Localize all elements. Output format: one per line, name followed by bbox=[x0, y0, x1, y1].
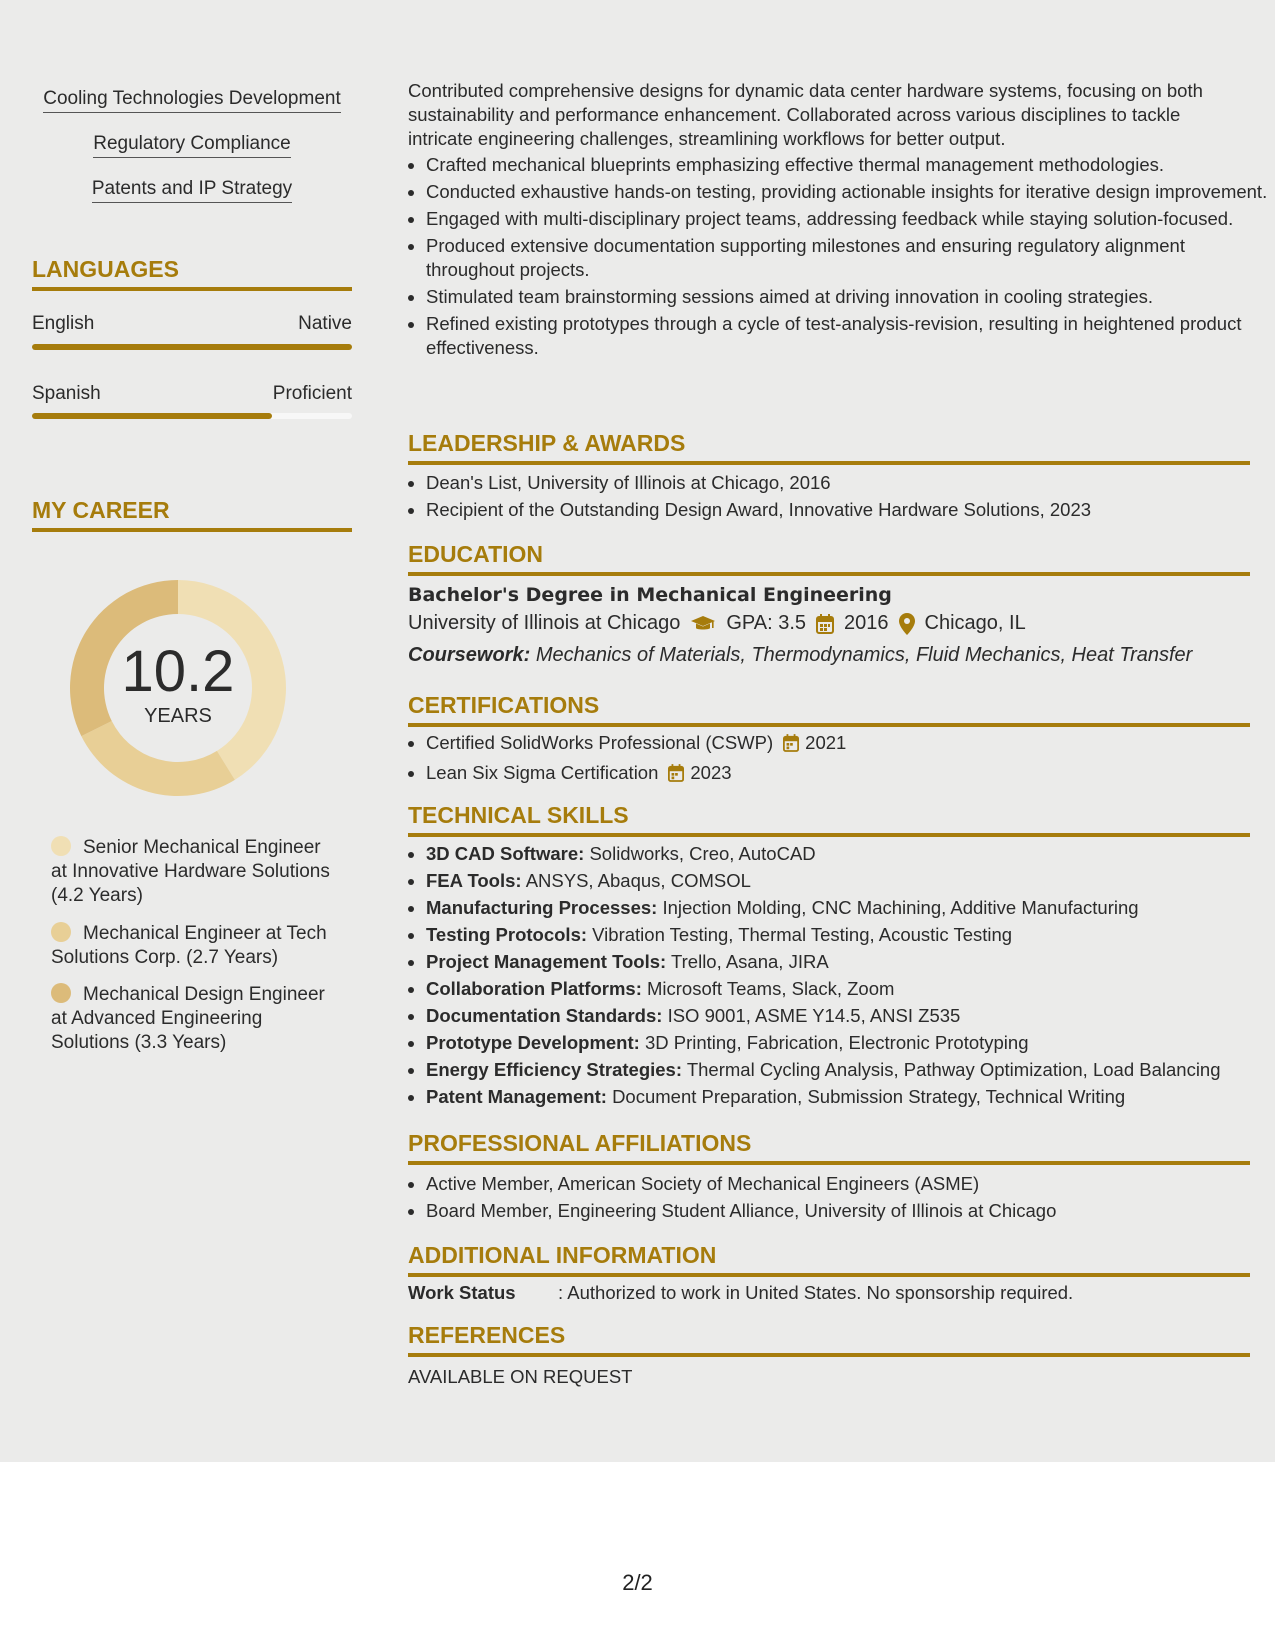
skill-item: • Manufacturing Processes: Injection Molding, CNC Machining, Additive Manufacturing bbox=[426, 896, 1268, 920]
degree-title: Bachelor's Degree in Mechanical Engineering bbox=[408, 584, 892, 606]
career-legend-item: Mechanical Design Engineer at Advanced Engineering Solutions (3.3 Years) bbox=[51, 984, 325, 1053]
skill-item: • Energy Efficiency Strategies: Thermal Cycling Analysis, Pathway Optimization, Load Balancing bbox=[426, 1058, 1268, 1082]
technical-skills-list bbox=[408, 842, 1268, 1112]
certifications-heading: CERTIFICATIONS bbox=[408, 692, 1250, 727]
calendar-icon bbox=[783, 734, 799, 758]
affiliations-list bbox=[408, 1172, 1268, 1226]
skill-item: • Documentation Standards: ISO 9001, ASME Y14.5, ANSI Z535 bbox=[426, 1004, 1268, 1028]
leadership-list bbox=[408, 471, 1268, 525]
languages-heading: LANGUAGES bbox=[32, 256, 352, 291]
certification-item: • Certified SolidWorks Professional (CSWP) 2021 bbox=[426, 731, 1268, 758]
skill-tag: Cooling Technologies Development bbox=[32, 88, 352, 113]
language-bar bbox=[32, 413, 352, 419]
skill-item: • Testing Protocols: Vibration Testing, Thermal Testing, Acoustic Testing bbox=[426, 923, 1268, 947]
career-donut-chart bbox=[66, 576, 290, 800]
school-location: Chicago, IL bbox=[924, 612, 1026, 634]
skill-tag: Patents and IP Strategy bbox=[32, 178, 352, 203]
career-legend-item: Mechanical Engineer at Tech Solutions Corp. (2.7 Years) bbox=[51, 923, 327, 968]
list-item: • Stimulated team brainstorming sessions aimed at driving innovation in cooling strategies. bbox=[426, 285, 1268, 309]
skill-item: • FEA Tools: ANSYS, Abaqus, COMSOL bbox=[426, 869, 1268, 893]
skill-item: • Collaboration Platforms: Microsoft Teams, Slack, Zoom bbox=[426, 977, 1268, 1001]
list-item: • Produced extensive documentation supporting milestones and ensuring regulatory alignment throughout projects. bbox=[426, 234, 1268, 282]
experience-summary: Contributed comprehensive designs for dynamic data center hardware systems, focusing on both sustainability and performance enhancement. Collaborated across various disciplines to tackle intricate engineering challenges, streamlining workflows for better output. bbox=[408, 80, 1203, 149]
technical-skills-heading: TECHNICAL SKILLS bbox=[408, 802, 1250, 837]
experience-bullets bbox=[408, 153, 1268, 363]
legend-dot bbox=[51, 836, 71, 856]
list-item: • Recipient of the Outstanding Design Award, Innovative Hardware Solutions, 2023 bbox=[426, 498, 1268, 522]
language-name: Spanish bbox=[32, 383, 101, 404]
graduation-year: 2016 bbox=[844, 612, 889, 634]
language-bar-fill bbox=[32, 344, 352, 350]
calendar-icon bbox=[816, 614, 834, 634]
legend-dot bbox=[51, 983, 71, 1003]
coursework-value: Mechanics of Materials, Thermodynamics, Fluid Mechanics, Heat Transfer bbox=[535, 644, 1193, 666]
career-heading: MY CAREER bbox=[32, 497, 352, 532]
map-pin-icon bbox=[899, 613, 915, 635]
language-row bbox=[32, 313, 352, 335]
language-bar bbox=[32, 344, 352, 350]
education-details bbox=[408, 612, 1026, 635]
skill-item: • Project Management Tools: Trello, Asana, JIRA bbox=[426, 950, 1268, 974]
skill-item: • 3D CAD Software: Solidworks, Creo, AutoCAD bbox=[426, 842, 1268, 866]
additional-info-heading: ADDITIONAL INFORMATION bbox=[408, 1242, 1250, 1277]
gpa: GPA: 3.5 bbox=[726, 612, 807, 634]
list-item: • Engaged with multi-disciplinary project teams, addressing feedback while staying solution-focused. bbox=[426, 207, 1268, 231]
list-item: • Conducted exhaustive hands-on testing, providing actionable insights for iterative design improvement. bbox=[426, 180, 1268, 204]
references-text: AVAILABLE ON REQUEST bbox=[408, 1366, 633, 1387]
coursework bbox=[408, 644, 1192, 667]
list-item: • Refined existing prototypes through a cycle of test-analysis-revision, resulting in heightened product effectiveness. bbox=[426, 312, 1268, 360]
language-row bbox=[32, 383, 352, 405]
work-status-row bbox=[408, 1282, 1073, 1304]
career-unit: YEARS bbox=[144, 704, 212, 727]
leadership-heading: LEADERSHIP & AWARDS bbox=[408, 430, 1250, 465]
references-heading: REFERENCES bbox=[408, 1322, 1250, 1357]
legend-dot bbox=[51, 922, 71, 942]
list-item: • Active Member, American Society of Mechanical Engineers (ASME) bbox=[426, 1172, 1268, 1196]
education-heading: EDUCATION bbox=[408, 541, 1250, 576]
school-name: University of Illinois at Chicago bbox=[408, 612, 681, 634]
list-item: • Board Member, Engineering Student Alliance, University of Illinois at Chicago bbox=[426, 1199, 1268, 1223]
certifications-list bbox=[408, 731, 1268, 791]
work-status-value: : Authorized to work in United States. No sponsorship required. bbox=[558, 1282, 1074, 1303]
list-item: • Crafted mechanical blueprints emphasizing effective thermal management methodologies. bbox=[426, 153, 1268, 177]
certification-item: • Lean Six Sigma Certification 2023 bbox=[426, 761, 1268, 788]
skill-tag: Regulatory Compliance bbox=[32, 133, 352, 158]
skill-item: • Patent Management: Document Preparation, Submission Strategy, Technical Writing bbox=[426, 1085, 1268, 1109]
list-item: • Dean's List, University of Illinois at Chicago, 2016 bbox=[426, 471, 1268, 495]
coursework-label: Coursework: bbox=[408, 644, 531, 666]
career-legend-item: Senior Mechanical Engineer at Innovative Hardware Solutions (4.2 Years) bbox=[51, 837, 330, 906]
language-name: English bbox=[32, 313, 95, 334]
calendar-icon bbox=[668, 764, 684, 788]
language-bar-fill bbox=[32, 413, 272, 419]
graduation-cap-icon bbox=[690, 615, 716, 633]
career-total: 10.2 bbox=[121, 638, 235, 704]
language-level: Native bbox=[298, 313, 352, 334]
page-number: 2/2 bbox=[622, 1570, 653, 1595]
skill-item: • Prototype Development: 3D Printing, Fabrication, Electronic Prototyping bbox=[426, 1031, 1268, 1055]
affiliations-heading: PROFESSIONAL AFFILIATIONS bbox=[408, 1130, 1250, 1165]
language-level: Proficient bbox=[272, 383, 352, 404]
work-status-label: Work Status bbox=[408, 1282, 516, 1303]
